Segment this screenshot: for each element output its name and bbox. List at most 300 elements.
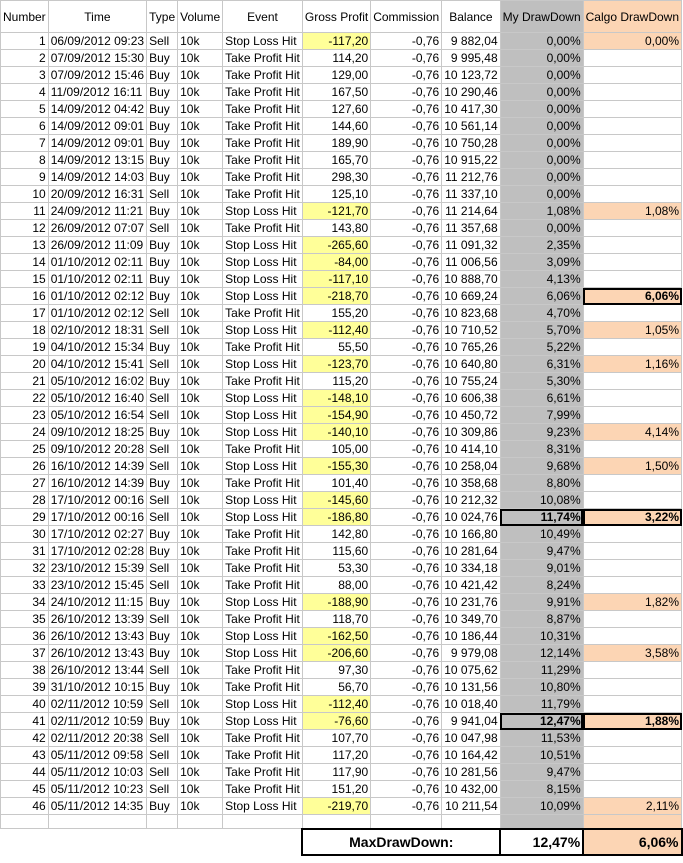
cell-time: 05/10/2012 16:02 bbox=[48, 373, 146, 390]
cell-volume: 10k bbox=[178, 730, 223, 747]
cell-number: 42 bbox=[1, 730, 49, 747]
cell-volume: 10k bbox=[178, 696, 223, 713]
table-row bbox=[1, 594, 682, 611]
cell-number: 19 bbox=[1, 339, 49, 356]
cell-commission: -0,76 bbox=[371, 220, 442, 237]
cell-event: Stop Loss Hit bbox=[223, 390, 303, 407]
cell-event: Stop Loss Hit bbox=[223, 628, 303, 645]
cell-commission: -0,76 bbox=[371, 662, 442, 679]
cell-time: 14/09/2012 09:01 bbox=[48, 118, 146, 135]
table-row bbox=[1, 169, 682, 186]
cell-my-drawdown: 10,08% bbox=[500, 492, 583, 509]
cell-gross-profit: -162,50 bbox=[302, 628, 370, 645]
cell-time: 05/10/2012 16:40 bbox=[48, 390, 146, 407]
cell-number: 13 bbox=[1, 237, 49, 254]
cell-number: 38 bbox=[1, 662, 49, 679]
cell-number: 33 bbox=[1, 577, 49, 594]
cell-event: Stop Loss Hit bbox=[223, 356, 303, 373]
cell-commission: -0,76 bbox=[371, 67, 442, 84]
cell-commission: -0,76 bbox=[371, 645, 442, 662]
cell-calgo-drawdown: 6,06% bbox=[583, 288, 681, 305]
cell-type: Sell bbox=[147, 764, 178, 781]
cell-event: Take Profit Hit bbox=[223, 441, 303, 458]
cell-event: Stop Loss Hit bbox=[223, 492, 303, 509]
cell-calgo-drawdown bbox=[583, 730, 681, 747]
cell-commission: -0,76 bbox=[371, 305, 442, 322]
cell-gross-profit: -188,90 bbox=[302, 594, 370, 611]
cell-calgo-drawdown bbox=[583, 543, 681, 560]
table-row bbox=[1, 424, 682, 441]
cell-number: 9 bbox=[1, 169, 49, 186]
cell-volume: 10k bbox=[178, 577, 223, 594]
cell-event: Take Profit Hit bbox=[223, 101, 303, 118]
cell-time: 26/10/2012 13:44 bbox=[48, 662, 146, 679]
cell-commission: -0,76 bbox=[371, 560, 442, 577]
table-row bbox=[1, 475, 682, 492]
cell-gross-profit: 105,00 bbox=[302, 441, 370, 458]
cell-my-drawdown: 0,00% bbox=[500, 186, 583, 203]
cell-number: 41 bbox=[1, 713, 49, 730]
cell-commission: -0,76 bbox=[371, 509, 442, 526]
table-row bbox=[1, 67, 682, 84]
cell-balance: 10 123,72 bbox=[442, 67, 500, 84]
cell-calgo-drawdown bbox=[583, 50, 681, 67]
table-row bbox=[1, 84, 682, 101]
cell-volume: 10k bbox=[178, 645, 223, 662]
cell-type: Buy bbox=[147, 169, 178, 186]
cell-calgo-drawdown bbox=[583, 135, 681, 152]
cell-commission: -0,76 bbox=[371, 458, 442, 475]
cell-time: 26/09/2012 07:07 bbox=[48, 220, 146, 237]
cell-type: Sell bbox=[147, 220, 178, 237]
cell-my-drawdown: 8,24% bbox=[500, 577, 583, 594]
cell-number: 24 bbox=[1, 424, 49, 441]
cell-my-drawdown: 8,80% bbox=[500, 475, 583, 492]
cell-number: 17 bbox=[1, 305, 49, 322]
cell-balance: 10 231,76 bbox=[442, 594, 500, 611]
cell-balance: 9 979,08 bbox=[442, 645, 500, 662]
cell-type: Sell bbox=[147, 458, 178, 475]
cell-my-drawdown: 3,09% bbox=[500, 254, 583, 271]
cell-event: Stop Loss Hit bbox=[223, 594, 303, 611]
cell-my-drawdown: 0,00% bbox=[500, 50, 583, 67]
cell-event: Take Profit Hit bbox=[223, 526, 303, 543]
cell-my-drawdown: 12,14% bbox=[500, 645, 583, 662]
cell-commission: -0,76 bbox=[371, 679, 442, 696]
cell-type: Sell bbox=[147, 781, 178, 798]
max-drawdown-label: MaxDrawDown: bbox=[302, 829, 500, 855]
cell-calgo-drawdown bbox=[583, 560, 681, 577]
cell-volume: 10k bbox=[178, 390, 223, 407]
cell-event: Take Profit Hit bbox=[223, 747, 303, 764]
trades-body bbox=[1, 33, 682, 815]
cell-balance: 10 258,04 bbox=[442, 458, 500, 475]
cell-volume: 10k bbox=[178, 509, 223, 526]
cell-type: Sell bbox=[147, 441, 178, 458]
cell-number: 31 bbox=[1, 543, 49, 560]
cell-calgo-drawdown bbox=[583, 339, 681, 356]
cell-volume: 10k bbox=[178, 424, 223, 441]
cell-my-drawdown: 0,00% bbox=[500, 135, 583, 152]
cell-event: Take Profit Hit bbox=[223, 611, 303, 628]
cell-event: Stop Loss Hit bbox=[223, 798, 303, 815]
cell-gross-profit: -84,00 bbox=[302, 254, 370, 271]
cell-commission: -0,76 bbox=[371, 390, 442, 407]
cell-calgo-drawdown bbox=[583, 696, 681, 713]
cell-gross-profit: 127,60 bbox=[302, 101, 370, 118]
cell-calgo-drawdown bbox=[583, 764, 681, 781]
cell-my-drawdown: 9,68% bbox=[500, 458, 583, 475]
cell-calgo-drawdown bbox=[583, 577, 681, 594]
cell-my-drawdown: 10,09% bbox=[500, 798, 583, 815]
cell-time: 14/09/2012 14:03 bbox=[48, 169, 146, 186]
cell-volume: 10k bbox=[178, 186, 223, 203]
cell-type: Sell bbox=[147, 33, 178, 50]
cell-event: Stop Loss Hit bbox=[223, 33, 303, 50]
cell-calgo-drawdown bbox=[583, 101, 681, 118]
cell-balance: 10 915,22 bbox=[442, 152, 500, 169]
cell-volume: 10k bbox=[178, 169, 223, 186]
cell-time: 01/10/2012 02:12 bbox=[48, 288, 146, 305]
cell-gross-profit: 189,90 bbox=[302, 135, 370, 152]
cell-balance: 9 995,48 bbox=[442, 50, 500, 67]
cell-time: 16/10/2012 14:39 bbox=[48, 458, 146, 475]
cell-balance: 10 186,44 bbox=[442, 628, 500, 645]
cell-calgo-drawdown bbox=[583, 407, 681, 424]
cell-number: 4 bbox=[1, 84, 49, 101]
cell-balance: 10 710,52 bbox=[442, 322, 500, 339]
cell-gross-profit: 298,30 bbox=[302, 169, 370, 186]
cell-gross-profit: -155,30 bbox=[302, 458, 370, 475]
cell-type: Buy bbox=[147, 50, 178, 67]
cell-type: Buy bbox=[147, 118, 178, 135]
cell-calgo-drawdown bbox=[583, 390, 681, 407]
cell-event: Take Profit Hit bbox=[223, 577, 303, 594]
cell-volume: 10k bbox=[178, 101, 223, 118]
table-row bbox=[1, 441, 682, 458]
cell-gross-profit: -145,60 bbox=[302, 492, 370, 509]
cell-number: 23 bbox=[1, 407, 49, 424]
cell-calgo-drawdown: 1,08% bbox=[583, 203, 681, 220]
cell-balance: 11 212,76 bbox=[442, 169, 500, 186]
cell-gross-profit: -112,40 bbox=[302, 696, 370, 713]
cell-time: 01/10/2012 02:12 bbox=[48, 305, 146, 322]
cell-event: Stop Loss Hit bbox=[223, 696, 303, 713]
cell-event: Stop Loss Hit bbox=[223, 254, 303, 271]
cell-my-drawdown: 0,00% bbox=[500, 33, 583, 50]
cell-event: Take Profit Hit bbox=[223, 84, 303, 101]
cell-balance: 10 018,40 bbox=[442, 696, 500, 713]
cell-time: 02/10/2012 18:31 bbox=[48, 322, 146, 339]
cell-volume: 10k bbox=[178, 798, 223, 815]
cell-commission: -0,76 bbox=[371, 747, 442, 764]
cell-volume: 10k bbox=[178, 458, 223, 475]
cell-calgo-drawdown: 1,50% bbox=[583, 458, 681, 475]
cell-calgo-drawdown: 1,88% bbox=[583, 713, 681, 730]
cell-type: Sell bbox=[147, 186, 178, 203]
cell-volume: 10k bbox=[178, 322, 223, 339]
table-row bbox=[1, 101, 682, 118]
table-row bbox=[1, 628, 682, 645]
cell-my-drawdown: 0,00% bbox=[500, 169, 583, 186]
cell-event: Take Profit Hit bbox=[223, 781, 303, 798]
cell-balance: 9 941,04 bbox=[442, 713, 500, 730]
cell-time: 26/09/2012 11:09 bbox=[48, 237, 146, 254]
cell-volume: 10k bbox=[178, 220, 223, 237]
cell-calgo-drawdown: 1,16% bbox=[583, 356, 681, 373]
cell-my-drawdown: 0,00% bbox=[500, 67, 583, 84]
cell-my-drawdown: 11,29% bbox=[500, 662, 583, 679]
table-row bbox=[1, 118, 682, 135]
cell-balance: 10 640,80 bbox=[442, 356, 500, 373]
max-drawdown-row bbox=[1, 829, 682, 855]
cell-gross-profit: 125,10 bbox=[302, 186, 370, 203]
cell-time: 17/10/2012 02:28 bbox=[48, 543, 146, 560]
cell-gross-profit: -140,10 bbox=[302, 424, 370, 441]
table-row bbox=[1, 713, 682, 730]
cell-commission: -0,76 bbox=[371, 628, 442, 645]
cell-type: Buy bbox=[147, 475, 178, 492]
cell-commission: -0,76 bbox=[371, 169, 442, 186]
cell-balance: 10 166,80 bbox=[442, 526, 500, 543]
cell-type: Buy bbox=[147, 628, 178, 645]
cell-commission: -0,76 bbox=[371, 798, 442, 815]
cell-time: 24/10/2012 11:15 bbox=[48, 594, 146, 611]
table-row bbox=[1, 390, 682, 407]
cell-gross-profit: 117,20 bbox=[302, 747, 370, 764]
cell-type: Sell bbox=[147, 390, 178, 407]
cell-number: 28 bbox=[1, 492, 49, 509]
cell-event: Take Profit Hit bbox=[223, 730, 303, 747]
header-commission: Commission bbox=[371, 1, 442, 33]
cell-volume: 10k bbox=[178, 492, 223, 509]
cell-volume: 10k bbox=[178, 118, 223, 135]
cell-balance: 10 606,38 bbox=[442, 390, 500, 407]
cell-balance: 10 669,24 bbox=[442, 288, 500, 305]
cell-type: Sell bbox=[147, 611, 178, 628]
table-row bbox=[1, 696, 682, 713]
cell-volume: 10k bbox=[178, 203, 223, 220]
cell-type: Buy bbox=[147, 526, 178, 543]
cell-type: Sell bbox=[147, 577, 178, 594]
header-row bbox=[1, 1, 682, 33]
cell-type: Sell bbox=[147, 356, 178, 373]
cell-gross-profit: -219,70 bbox=[302, 798, 370, 815]
cell-balance: 10 755,24 bbox=[442, 373, 500, 390]
cell-gross-profit: -117,20 bbox=[302, 33, 370, 50]
cell-gross-profit: 115,60 bbox=[302, 543, 370, 560]
cell-number: 45 bbox=[1, 781, 49, 798]
cell-my-drawdown: 6,31% bbox=[500, 356, 583, 373]
cell-type: Buy bbox=[147, 152, 178, 169]
cell-number: 8 bbox=[1, 152, 49, 169]
cell-calgo-drawdown bbox=[583, 628, 681, 645]
cell-balance: 10 047,98 bbox=[442, 730, 500, 747]
cell-calgo-drawdown: 3,58% bbox=[583, 645, 681, 662]
cell-calgo-drawdown bbox=[583, 305, 681, 322]
cell-gross-profit: -265,60 bbox=[302, 237, 370, 254]
cell-event: Stop Loss Hit bbox=[223, 645, 303, 662]
cell-type: Buy bbox=[147, 203, 178, 220]
cell-type: Buy bbox=[147, 271, 178, 288]
cell-event: Take Profit Hit bbox=[223, 67, 303, 84]
cell-time: 07/09/2012 15:46 bbox=[48, 67, 146, 84]
cell-gross-profit: -112,40 bbox=[302, 322, 370, 339]
cell-gross-profit: 155,20 bbox=[302, 305, 370, 322]
cell-balance: 11 006,56 bbox=[442, 254, 500, 271]
cell-number: 46 bbox=[1, 798, 49, 815]
cell-number: 43 bbox=[1, 747, 49, 764]
table-row bbox=[1, 781, 682, 798]
table-row bbox=[1, 271, 682, 288]
cell-my-drawdown: 9,01% bbox=[500, 560, 583, 577]
cell-balance: 10 349,70 bbox=[442, 611, 500, 628]
cell-my-drawdown: 9,47% bbox=[500, 543, 583, 560]
cell-event: Stop Loss Hit bbox=[223, 237, 303, 254]
cell-calgo-drawdown bbox=[583, 237, 681, 254]
cell-number: 27 bbox=[1, 475, 49, 492]
cell-volume: 10k bbox=[178, 764, 223, 781]
cell-event: Stop Loss Hit bbox=[223, 271, 303, 288]
cell-gross-profit: -148,10 bbox=[302, 390, 370, 407]
cell-time: 05/11/2012 10:03 bbox=[48, 764, 146, 781]
table-row bbox=[1, 305, 682, 322]
cell-volume: 10k bbox=[178, 356, 223, 373]
cell-calgo-drawdown: 2,11% bbox=[583, 798, 681, 815]
cell-event: Stop Loss Hit bbox=[223, 458, 303, 475]
cell-event: Stop Loss Hit bbox=[223, 407, 303, 424]
cell-commission: -0,76 bbox=[371, 203, 442, 220]
cell-balance: 10 750,28 bbox=[442, 135, 500, 152]
cell-event: Take Profit Hit bbox=[223, 50, 303, 67]
cell-time: 04/10/2012 15:34 bbox=[48, 339, 146, 356]
cell-type: Sell bbox=[147, 730, 178, 747]
cell-time: 05/11/2012 14:35 bbox=[48, 798, 146, 815]
cell-calgo-drawdown bbox=[583, 679, 681, 696]
cell-my-drawdown: 12,47% bbox=[500, 713, 583, 730]
cell-volume: 10k bbox=[178, 560, 223, 577]
cell-gross-profit: -121,70 bbox=[302, 203, 370, 220]
cell-calgo-drawdown bbox=[583, 220, 681, 237]
cell-gross-profit: 167,50 bbox=[302, 84, 370, 101]
cell-number: 1 bbox=[1, 33, 49, 50]
cell-volume: 10k bbox=[178, 237, 223, 254]
cell-balance: 10 211,54 bbox=[442, 798, 500, 815]
cell-volume: 10k bbox=[178, 271, 223, 288]
cell-calgo-drawdown: 0,00% bbox=[583, 33, 681, 50]
cell-commission: -0,76 bbox=[371, 475, 442, 492]
cell-commission: -0,76 bbox=[371, 781, 442, 798]
cell-my-drawdown: 10,80% bbox=[500, 679, 583, 696]
cell-type: Buy bbox=[147, 288, 178, 305]
cell-my-drawdown: 0,00% bbox=[500, 152, 583, 169]
cell-gross-profit: 117,90 bbox=[302, 764, 370, 781]
my-max-drawdown-value: 12,47% bbox=[500, 829, 583, 855]
cell-volume: 10k bbox=[178, 152, 223, 169]
cell-time: 09/10/2012 18:25 bbox=[48, 424, 146, 441]
cell-time: 05/11/2012 10:23 bbox=[48, 781, 146, 798]
cell-event: Take Profit Hit bbox=[223, 220, 303, 237]
table-row bbox=[1, 50, 682, 67]
header-number: Number bbox=[1, 1, 49, 33]
cell-gross-profit: -76,60 bbox=[302, 713, 370, 730]
cell-time: 04/10/2012 15:41 bbox=[48, 356, 146, 373]
cell-my-drawdown: 8,15% bbox=[500, 781, 583, 798]
calgo-max-drawdown-value: 6,06% bbox=[583, 829, 681, 855]
cell-volume: 10k bbox=[178, 33, 223, 50]
cell-volume: 10k bbox=[178, 747, 223, 764]
cell-my-drawdown: 11,53% bbox=[500, 730, 583, 747]
cell-time: 01/10/2012 02:11 bbox=[48, 271, 146, 288]
cell-my-drawdown: 9,47% bbox=[500, 764, 583, 781]
table-row bbox=[1, 458, 682, 475]
cell-time: 06/09/2012 09:23 bbox=[48, 33, 146, 50]
cell-event: Stop Loss Hit bbox=[223, 509, 303, 526]
cell-my-drawdown: 9,91% bbox=[500, 594, 583, 611]
cell-time: 02/11/2012 10:59 bbox=[48, 696, 146, 713]
cell-number: 12 bbox=[1, 220, 49, 237]
cell-my-drawdown: 11,74% bbox=[500, 509, 583, 526]
cell-volume: 10k bbox=[178, 339, 223, 356]
cell-time: 26/10/2012 13:43 bbox=[48, 628, 146, 645]
cell-gross-profit: 165,70 bbox=[302, 152, 370, 169]
cell-commission: -0,76 bbox=[371, 356, 442, 373]
cell-number: 36 bbox=[1, 628, 49, 645]
cell-commission: -0,76 bbox=[371, 135, 442, 152]
cell-number: 25 bbox=[1, 441, 49, 458]
cell-balance: 10 164,42 bbox=[442, 747, 500, 764]
cell-commission: -0,76 bbox=[371, 526, 442, 543]
cell-calgo-drawdown bbox=[583, 169, 681, 186]
cell-commission: -0,76 bbox=[371, 84, 442, 101]
cell-number: 7 bbox=[1, 135, 49, 152]
cell-number: 35 bbox=[1, 611, 49, 628]
cell-time: 26/10/2012 13:43 bbox=[48, 645, 146, 662]
cell-number: 15 bbox=[1, 271, 49, 288]
cell-my-drawdown: 0,00% bbox=[500, 118, 583, 135]
cell-commission: -0,76 bbox=[371, 288, 442, 305]
cell-type: Buy bbox=[147, 237, 178, 254]
cell-commission: -0,76 bbox=[371, 237, 442, 254]
cell-event: Stop Loss Hit bbox=[223, 203, 303, 220]
cell-event: Stop Loss Hit bbox=[223, 424, 303, 441]
cell-volume: 10k bbox=[178, 611, 223, 628]
cell-volume: 10k bbox=[178, 475, 223, 492]
cell-time: 17/10/2012 02:27 bbox=[48, 526, 146, 543]
cell-commission: -0,76 bbox=[371, 50, 442, 67]
cell-balance: 10 358,68 bbox=[442, 475, 500, 492]
cell-time: 02/11/2012 20:38 bbox=[48, 730, 146, 747]
cell-type: Buy bbox=[147, 645, 178, 662]
cell-number: 6 bbox=[1, 118, 49, 135]
cell-type: Buy bbox=[147, 713, 178, 730]
cell-type: Buy bbox=[147, 101, 178, 118]
cell-type: Buy bbox=[147, 339, 178, 356]
cell-calgo-drawdown bbox=[583, 492, 681, 509]
cell-time: 05/11/2012 09:58 bbox=[48, 747, 146, 764]
cell-event: Take Profit Hit bbox=[223, 560, 303, 577]
cell-number: 32 bbox=[1, 560, 49, 577]
cell-calgo-drawdown bbox=[583, 152, 681, 169]
cell-volume: 10k bbox=[178, 67, 223, 84]
cell-gross-profit: -186,80 bbox=[302, 509, 370, 526]
table-row bbox=[1, 254, 682, 271]
cell-gross-profit: 151,20 bbox=[302, 781, 370, 798]
header-gross-profit: Gross Profit bbox=[302, 1, 370, 33]
cell-balance: 10 024,76 bbox=[442, 509, 500, 526]
cell-balance: 10 765,26 bbox=[442, 339, 500, 356]
cell-number: 34 bbox=[1, 594, 49, 611]
